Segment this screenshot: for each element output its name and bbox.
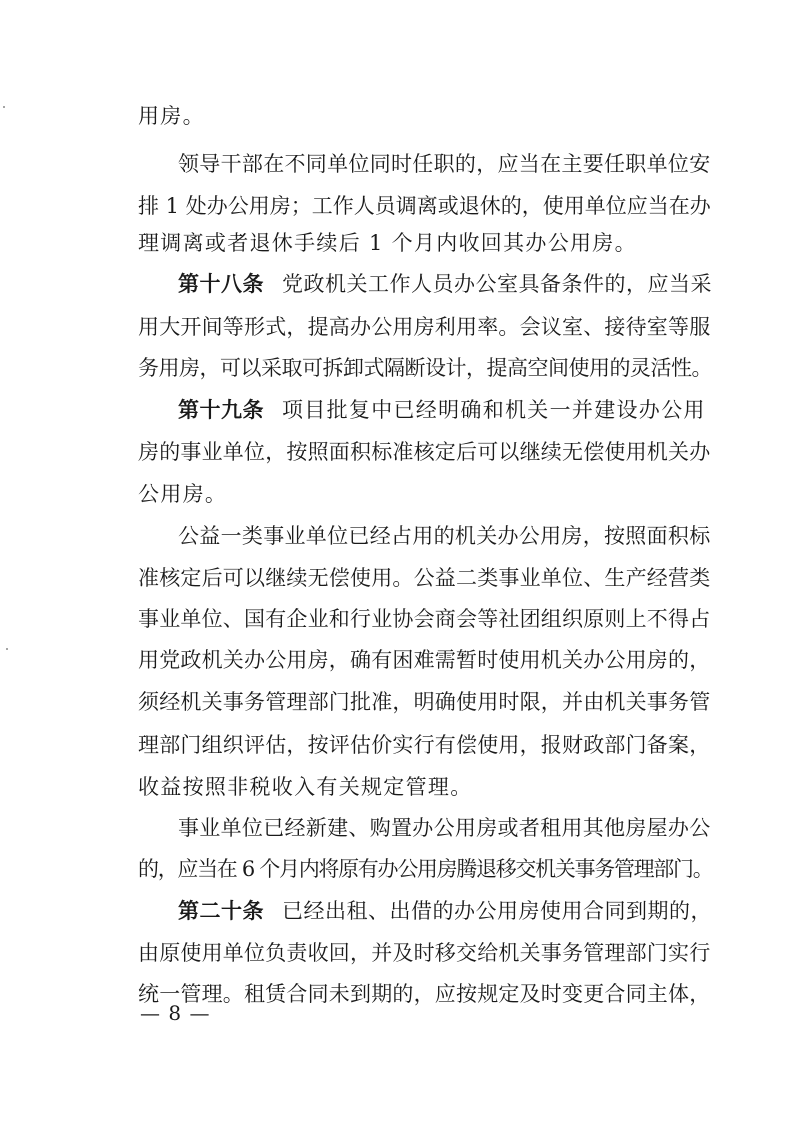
- text-line: 收益按照非税收入有关规定管理。: [138, 775, 473, 799]
- text-line: 排 1 处办公用房；工作人员调离或退休的，使用单位应当在办: [138, 194, 711, 218]
- text-line: 房的事业单位，按照面积标准核定后可以继续无偿使用机关办: [138, 440, 711, 464]
- page-number: — 8 —: [140, 1001, 211, 1025]
- text-line: 事业单位、国有企业和行业协会商会等社团组织原则上不得占: [138, 607, 711, 631]
- scan-speck: [3, 106, 5, 108]
- text-line: 务用房，可以采取可拆卸式隔断设计，提高空间使用的灵活性。: [138, 356, 712, 380]
- text-line: 第十九条 项目批复中已经明确和机关一并建设办公用: [178, 398, 706, 422]
- text-line: 统一管理。租赁合同未到期的，应按规定及时变更合同主体，: [138, 982, 711, 1006]
- text-line: 须经机关事务管理部门批准，明确使用时限，并由机关事务管: [138, 690, 711, 714]
- text-line: 公用房。: [138, 482, 228, 506]
- text-line: 公益一类事业单位已经占用的机关办公用房，按照面积标: [178, 524, 711, 548]
- text-line: 理调离或者退休手续后 1 个月内收回其办公用房。: [138, 231, 637, 255]
- text-line: 用党政机关办公用房，确有困难需暂时使用机关办公用房的，: [138, 648, 711, 672]
- text-line: 第十八条 党政机关工作人员办公室具备条件的，应当采: [178, 272, 712, 296]
- text-line: 用大开间等形式，提高办公用房利用率。会议室、接待室等服: [138, 315, 711, 339]
- text-line: 用房。: [138, 104, 205, 128]
- text-line: 的，应当在 6 个月内将原有办公用房腾退移交机关事务管理部门。: [138, 857, 713, 881]
- text-line: 理部门组织评估，按评估价实行有偿使用，报财政部门备案，: [138, 733, 711, 757]
- text-line: 第二十条 已经出租、出借的办公用房使用合同到期的，: [178, 899, 712, 923]
- article-heading: 第二十条: [178, 899, 264, 923]
- text-line: 由原使用单位负责收回，并及时移交给机关事务管理部门实行: [138, 941, 711, 965]
- text-line: 领导干部在不同单位同时任职的，应当在主要任职单位安: [178, 152, 711, 176]
- text-line: 事业单位已经新建、购置办公用房或者租用其他房屋办公: [178, 816, 711, 840]
- scan-speck: [6, 648, 8, 650]
- text-line: 准核定后可以继续无偿使用。公益二类事业单位、生产经营类: [138, 566, 711, 590]
- article-heading: 第十八条: [178, 272, 264, 296]
- article-heading: 第十九条: [178, 398, 264, 422]
